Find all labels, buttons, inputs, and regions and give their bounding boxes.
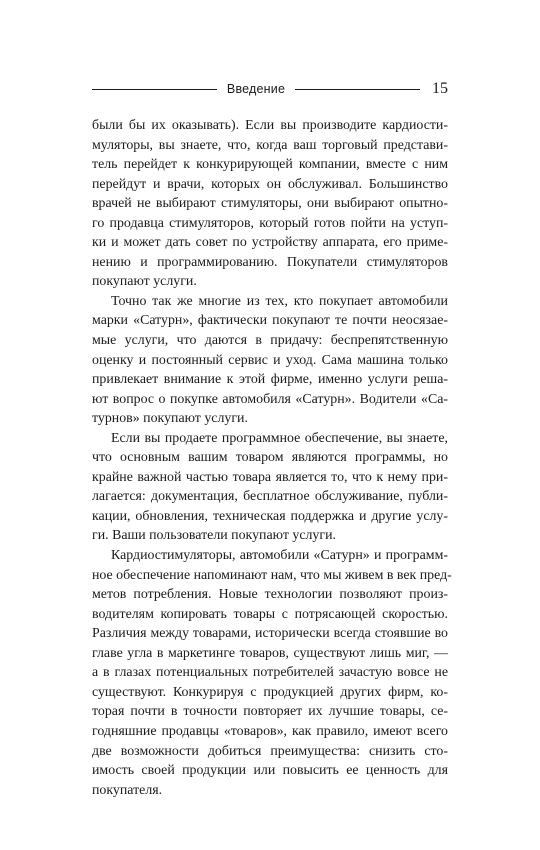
text-line: Кардиостимуляторы, автомобили «Сатурн» и программ- [111, 548, 448, 564]
text-line: а в глазах потенциальных потребителей зачастую вовсе не [92, 665, 448, 681]
body-text [92, 116, 452, 800]
text-line: муляторы, вы знаете, что, когда ваш торговый представи- [92, 137, 448, 153]
text-line: мые услуги, что даются в придачу: беспрепятственную [92, 333, 448, 349]
text-line: перейдут и врачи, которых он обслуживал. Большинство [92, 176, 448, 192]
text-line: покупателя. [92, 782, 163, 798]
text-line: оценку и постоянный сервис и уход. Сама машина только [92, 352, 448, 368]
text-line: Если вы продаете программное обеспечение, вы знаете, [111, 430, 448, 446]
text-line: Точно так же многие из тех, кто покупает автомобили [111, 293, 448, 309]
text-line: годняшние продавцы «товаров», как правило, имеют всего [92, 723, 448, 739]
header-rule-left [92, 89, 217, 90]
text-line: крайне важной частью товара является то, что к нему при- [92, 469, 448, 485]
running-header [92, 78, 448, 100]
text-line: тель перейдет к конкурирующей компании, вместе с ним [92, 157, 448, 173]
text-line: привлекает внимание к этой фирме, именно услуги реша- [92, 372, 448, 388]
text-line: торая почти в точности повторяет их лучшие товары, се- [92, 704, 448, 720]
text-line: кации, обновления, техническая поддержка и другие услу- [92, 508, 448, 524]
text-line: турнов» покупают услуги. [92, 411, 248, 427]
text-line: Различия между товарами, исторически всегда стоявшие во [92, 626, 448, 642]
text-line: имость своей продукции или повысить ее ценность для [92, 763, 448, 779]
text-line: нению и программированию. Покупатели стимуляторов [92, 254, 448, 270]
header-rule-right [295, 89, 420, 90]
paragraph [92, 429, 448, 546]
section-title: Введение [226, 82, 286, 96]
page-number: 15 [432, 80, 449, 97]
text-line: врачей не выбирают стимуляторы, они выбирают опытно- [92, 196, 448, 212]
paragraph [92, 546, 452, 800]
text-line: го продавца стимуляторов, который готов пойти на уступ- [92, 215, 448, 231]
text-line: покупают услуги. [92, 274, 197, 290]
paragraph [92, 292, 448, 429]
text-line: ги. Ваши пользователи покупают услуги. [92, 528, 336, 544]
text-line: главе угла в маркетинге товаров, существуют лишь миг, — [92, 645, 448, 661]
text-line: ное обеспечение напоминают нам, что мы живем в век пред- [92, 567, 452, 583]
paragraph [92, 116, 448, 292]
text-line: метов потребления. Новые технологии позволяют произ- [92, 587, 448, 603]
text-line: лагается: документация, бесплатное обслуживание, публи- [92, 489, 448, 505]
text-line: были бы их оказывать). Если вы производите кардиости- [92, 118, 448, 133]
text-line: ки и может дать совет по устройству аппарата, его приме- [92, 235, 448, 251]
text-line: ют вопрос о покупке автомобиля «Сатурн». Водители «Са- [92, 391, 448, 407]
text-line: марки «Сатурн», фактически покупают те почти неосязае- [92, 313, 448, 329]
text-line: водителям копировать товары с потрясающей скоростью. [92, 606, 448, 622]
text-line: две возможности добиться преимущества: снизить сто- [92, 743, 448, 759]
text-line: что основным вашим товаром являются программы, но [92, 450, 448, 466]
text-line: существуют. Конкурируя с продукцией других фирм, ко- [92, 684, 448, 700]
